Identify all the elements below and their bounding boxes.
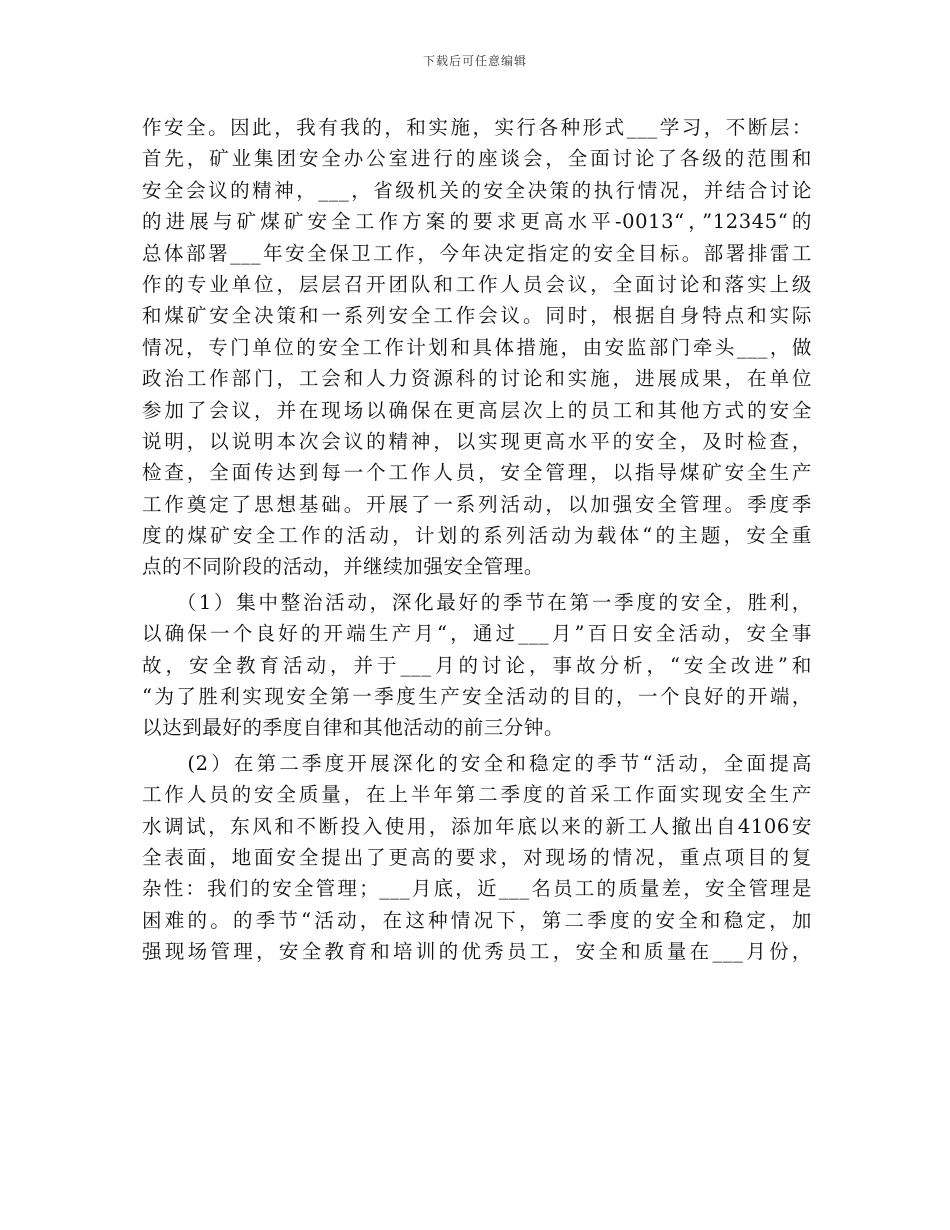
text-line: 安全会议的精神，___，省级机关的安全决策的执行情况，并结合讨论 (142, 178, 812, 202)
text-line: 政治工作部门，工会和人力资源科的讨论和实施，进展成果，在单位 (142, 367, 812, 391)
text-line: 困难的。的季节“活动，在这种情况下，第二季度的安全和稳定，加 (142, 908, 812, 932)
text-line: 以达到最好的季度自律和其他活动的前三分钟。 (142, 716, 565, 740)
text-line: “为了胜利实现安全第一季度生产安全活动的目的，一个良好的开端， (142, 685, 812, 709)
text-line: 首先，矿业集团安全办公室进行的座谈会，全面讨论了各级的范围和 (142, 147, 812, 171)
text-line: (2）在第二季度开展深化的安全和稳定的季节“活动，全面提高 (142, 751, 812, 775)
text-line: 工作人员的安全质量，在上半年第二季度的首采工作面实现安全生产 (142, 783, 812, 807)
text-line: 说明，以说明本次会议的精神，以实现更高水平的安全，及时检查， (142, 429, 812, 453)
paragraph-3 (142, 748, 812, 968)
paragraph-2 (142, 587, 812, 744)
text-line: 以确保一个良好的开端生产月“，通过___月”百日安全活动，安全事 (142, 622, 812, 646)
text-line: 故，安全教育活动，并于___月的讨论，事故分析，“安全改进”和 (142, 653, 812, 677)
paragraph-1 (142, 112, 812, 583)
text-line: 情况，专门单位的安全工作计划和具体措施，由安监部门牵头___，做 (142, 335, 812, 359)
text-line: 检查，全面传达到每一个工作人员，安全管理，以指导煤矿安全生产 (142, 461, 812, 485)
text-line: 作的专业单位，层层召开团队和工作人员会议，全面讨论和落实上级 (142, 272, 812, 296)
text-line: 工作奠定了思想基础。开展了一系列活动，以加强安全管理。季度季 (142, 492, 812, 516)
text-line: 点的不同阶段的活动，并继续加强安全管理。 (142, 555, 545, 579)
text-line: 的进展与矿煤矿安全工作方案的要求更高水平-0013“，”12345“的 (142, 210, 812, 234)
text-line: 强现场管理，安全教育和培训的优秀员工，安全和质量在___月份， (142, 940, 812, 964)
page-header: 下载后可任意编辑 (422, 54, 527, 68)
text-line: （1）集中整治活动，深化最好的季节在第一季度的安全，胜利， (142, 590, 812, 614)
text-line: 水调试，东风和不断投入使用，添加年底以来的新工人撤出自4106安 (142, 814, 812, 838)
text-line: 和煤矿安全决策和一系列安全工作会议。同时，根据自身特点和实际 (142, 304, 812, 328)
document-body (142, 112, 812, 972)
text-line: 总体部署___年安全保卫工作，今年决定指定的安全目标。部署排雷工 (142, 241, 812, 265)
text-line: 度的煤矿安全工作的活动，计划的系列活动为载体“的主题，安全重 (142, 524, 812, 548)
text-line: 全表面，地面安全提出了更高的要求，对现场的情况，重点项目的复 (142, 845, 812, 869)
text-line: 作安全。因此，我有我的，和实施，实行各种形式___学习，不断层： (142, 116, 812, 139)
text-line: 参加了会议，并在现场以确保在更高层次上的员工和其他方式的安全 (142, 398, 812, 422)
text-line: 杂性：我们的安全管理；___月底，近___名员工的质量差，安全管理是 (142, 877, 812, 901)
